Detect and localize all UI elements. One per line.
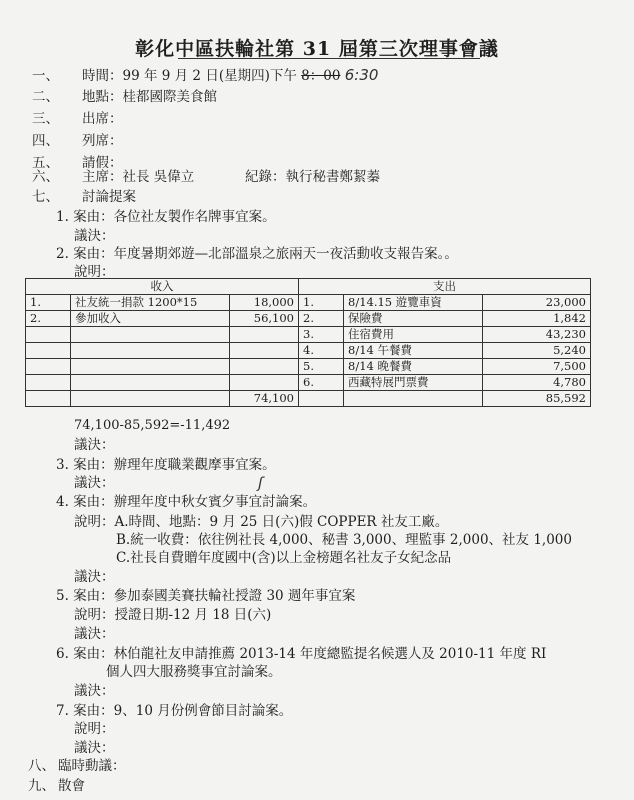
item-discuss-num: 七、 xyxy=(32,189,59,205)
expense-amount: 43,230 xyxy=(483,327,591,343)
table-row xyxy=(26,343,591,359)
item-observe-num: 四、 xyxy=(32,133,59,149)
income-expense-table xyxy=(25,278,591,407)
item-place-value: 桂都國際美食館 xyxy=(122,89,217,105)
income-amount xyxy=(230,375,299,391)
expense-amount: 5,240 xyxy=(483,343,591,359)
proposal-5-case: 5. 案由：參加泰國美賽扶輪社授證 30 週年事宜案 xyxy=(56,588,356,604)
expense-item: 西藏特展門票費 xyxy=(344,375,483,391)
item-adjourn-label: 散會 xyxy=(58,778,85,794)
table-total-row xyxy=(26,391,591,407)
income-total-no xyxy=(26,391,71,407)
proposal-4-desc-a: 說明：A.時間、地點：9 月 25 日(六)假 COPPER 社友工廠。 xyxy=(74,514,449,530)
income-total: 74,100 xyxy=(230,391,299,407)
expense-no: 5. xyxy=(299,359,344,375)
item-adjourn-num: 九、 xyxy=(28,778,55,794)
item-discuss xyxy=(32,188,136,206)
proposal-4-desc-c: C.社長自費贈年度國中(含)以上金榜題名社友子女紀念品 xyxy=(116,550,452,566)
expense-no: 1. xyxy=(299,295,344,311)
income-item: 參加收入 xyxy=(71,311,230,327)
title-underline xyxy=(178,58,480,59)
income-no xyxy=(26,327,71,343)
proposal-4-desc-b: B.統一收費：依往例社長 4,000、秘書 3,000、理監事 2,000、社友 1,000 xyxy=(116,532,572,548)
expense-item: 8/14 午餐費 xyxy=(344,343,483,359)
expense-amount: 1,842 xyxy=(483,311,591,327)
proposal-3-case: 3. 案由：辦理年度職業觀摩事宜案。 xyxy=(56,457,276,473)
item-time-label: 時間： xyxy=(82,68,123,84)
item-extempore xyxy=(28,757,126,775)
income-header: 收入 xyxy=(26,279,299,295)
table-row xyxy=(26,359,591,375)
item-place-label: 地點： xyxy=(82,89,123,105)
item-chair-num: 六、 xyxy=(32,169,59,185)
item-time xyxy=(32,66,378,85)
proposal-4-decision: 議決： xyxy=(74,569,115,585)
income-item: 社友統一捐款 1200*15 xyxy=(71,295,230,311)
proposal-5-decision: 議決： xyxy=(74,626,115,642)
income-no xyxy=(26,359,71,375)
item-time-handwritten: 6:30 xyxy=(344,66,379,84)
item-time-value: 99 年 9 月 2 日(星期四)下午 xyxy=(122,68,297,84)
proposal-1-decision: 議決： xyxy=(74,228,115,244)
item-attend xyxy=(32,110,123,128)
item-attend-num: 三、 xyxy=(32,111,59,127)
income-amount: 56,100 xyxy=(230,311,299,327)
item-leave-label: 請假： xyxy=(82,155,123,171)
income-amount: 18,000 xyxy=(230,295,299,311)
proposal-1-case: 1. 案由：各位社友製作名牌事宜案。 xyxy=(56,209,276,225)
item-recorder: 紀錄：執行秘書鄭絜蓁 xyxy=(245,169,380,185)
expense-no: 6. xyxy=(299,375,344,391)
income-item xyxy=(71,343,230,359)
expense-item: 8/14.15 遊覽車資 xyxy=(344,295,483,311)
table-row xyxy=(26,311,591,327)
item-attend-label: 出席： xyxy=(82,111,123,127)
item-place-num: 二、 xyxy=(32,89,59,105)
table-row xyxy=(26,375,591,391)
proposal-7-desc: 說明： xyxy=(74,721,115,737)
item-discuss-label: 討論提案 xyxy=(82,189,136,205)
proposal-2-case: 2. 案由：年度暑期郊遊—北部溫泉之旅兩天一夜活動收支報告案。。 xyxy=(56,246,458,262)
income-item xyxy=(71,327,230,343)
item-adjourn xyxy=(28,777,85,795)
expense-total-no xyxy=(299,391,344,407)
table-header-row xyxy=(26,279,591,295)
table-row xyxy=(26,327,591,343)
proposal-4-case: 4. 案由：辦理年度中秋女賓夕事宜討論案。 xyxy=(56,494,317,510)
table-row xyxy=(26,295,591,311)
expense-no: 4. xyxy=(299,343,344,359)
item-time-struck: 8：00 xyxy=(301,68,341,84)
income-amount xyxy=(230,327,299,343)
item-place xyxy=(32,88,217,106)
income-no xyxy=(26,343,71,359)
proposal-6-decision: 議決： xyxy=(74,683,115,699)
income-no: 2. xyxy=(26,311,71,327)
item-chair-label: 主席： xyxy=(82,169,123,185)
item-extempore-label: 臨時動議： xyxy=(58,758,126,774)
expense-header: 支出 xyxy=(299,279,591,295)
item-chair xyxy=(32,168,194,186)
income-total-item xyxy=(71,391,230,407)
expense-amount: 7,500 xyxy=(483,359,591,375)
expense-total: 85,592 xyxy=(483,391,591,407)
expense-item: 保險費 xyxy=(344,311,483,327)
income-no: 1. xyxy=(26,295,71,311)
proposal-6-case-cont: 個人四大服務獎事宜討論案。 xyxy=(106,664,282,680)
proposal-2-desc: 說明： xyxy=(74,264,115,280)
balance-line: 74,100-85,592=-11,492 xyxy=(74,418,231,433)
income-amount xyxy=(230,359,299,375)
document-title: 彰化中區扶輪社第 31 屆第三次理事會議 xyxy=(135,38,499,60)
income-item xyxy=(71,359,230,375)
expense-total-item xyxy=(344,391,483,407)
proposal-3-decision: 議決： xyxy=(74,475,115,491)
item-extempore-num: 八、 xyxy=(28,758,55,774)
expense-amount: 4,780 xyxy=(483,375,591,391)
proposal-5-desc: 說明：授證日期-12 月 18 日(六) xyxy=(74,607,272,623)
item-observe xyxy=(32,132,123,150)
item-observe-label: 列席： xyxy=(82,133,123,149)
proposal-7-case: 7. 案由：9、10 月份例會節目討論案。 xyxy=(56,703,293,719)
proposal-3-mark: ʃ xyxy=(258,474,264,492)
item-chair-value: 社長 吳偉立 xyxy=(122,169,195,185)
income-no xyxy=(26,375,71,391)
proposal-2-decision: 議決： xyxy=(74,437,115,453)
proposal-7-decision: 議決： xyxy=(74,740,115,756)
expense-no: 2. xyxy=(299,311,344,327)
proposal-6-case: 6. 案由：林伯龍社友申請推薦 2013-14 年度總監提名候選人及 2010-11 年度 RI xyxy=(56,646,547,662)
expense-amount: 23,000 xyxy=(483,295,591,311)
income-amount xyxy=(230,343,299,359)
expense-no: 3. xyxy=(299,327,344,343)
item-time-num: 一、 xyxy=(32,68,59,84)
expense-item: 8/14 晚餐費 xyxy=(344,359,483,375)
income-item xyxy=(71,375,230,391)
expense-item: 住宿費用 xyxy=(344,327,483,343)
item-leave-num: 五、 xyxy=(32,155,59,171)
